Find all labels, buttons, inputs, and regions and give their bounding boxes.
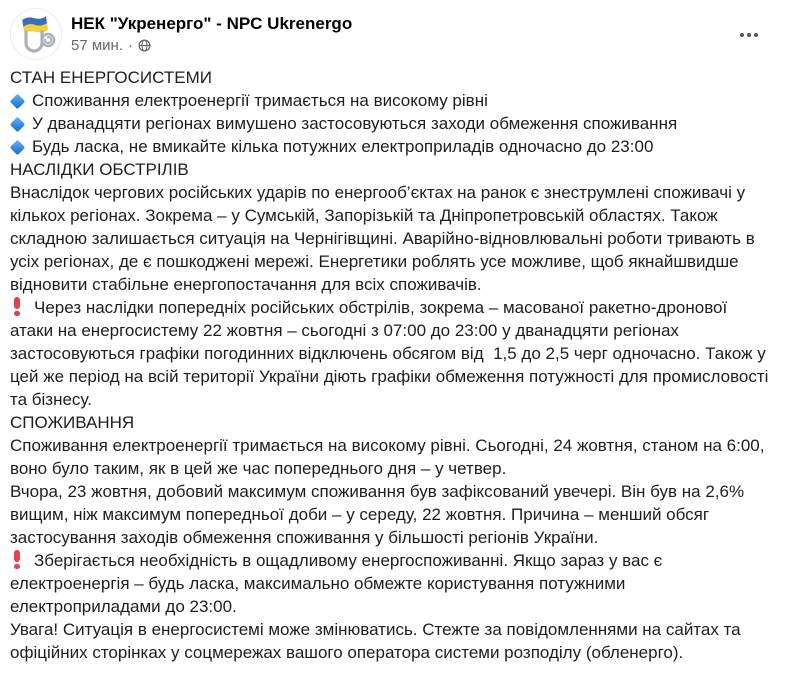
paragraph: Внаслідок чергових російських ударів по енергооб’єктах на ранок є знеструмлені споживачі у кількох регіонах. Зокрема – у Сумській, Запорізькій та Дніпропетровській областях. Також складною залишається ситуація на Чернігівщині. Аварійно-відновлювальні роботи тривають в усіх регіонах, де є пошкоджені мережі. Енергетики роблять усе можливе, щоб якнайшвидше відновити стабільне енергопостачання для всіх споживачів.	[10, 183, 755, 294]
section-heading-energy-state: СТАН ЕНЕРГОСИСТЕМИ	[10, 68, 212, 87]
red-exclamation-icon	[10, 297, 24, 316]
more-options-button[interactable]	[731, 22, 767, 48]
section-heading-consumption: СПОЖИВАННЯ	[10, 413, 135, 432]
bullet-text: У дванадцяти регіонах вимушено застосовуються заходи обмеження споживання	[32, 114, 678, 133]
header-meta	[71, 8, 352, 55]
page-name[interactable]: НЕК "Укренерго" - NPC Ukrenergo	[71, 14, 353, 33]
separator-dot: ·	[128, 37, 133, 54]
paragraph: Увага! Ситуація в енергосистемі може змінюватись. Стежте за повідомленнями на сайтах та офіційних сторінках у соцмережах вашого оператора системи розподілу (обленерго).	[10, 620, 741, 662]
blue-diamond-icon	[10, 94, 26, 110]
avatar[interactable]	[10, 8, 62, 60]
bullet-item	[10, 135, 775, 158]
timestamp[interactable]: 57 мин.	[71, 37, 123, 54]
blue-diamond-icon	[10, 117, 26, 133]
post-header	[0, 0, 785, 62]
three-dots-icon	[740, 33, 744, 37]
globe-icon	[138, 39, 151, 52]
alert-paragraph	[10, 296, 775, 411]
post-subline	[71, 36, 352, 55]
bullet-text: Споживання електроенергії тримається на високому рівні	[32, 91, 488, 110]
paragraph: Споживання електроенергії тримається на високому рівні. Сьогодні, 24 жовтня, станом на 6:00, воно було таким, як в цей же час попереднього дня – у четвер.	[10, 436, 765, 478]
post-content	[0, 62, 785, 664]
alert-text: Через наслідки попередніх російських обстрілів, зокрема – масованої ракетно-дронової атаки на енергосистему 22 жовтня – сьогодні з 07:00 до 23:00 у дванадцяти регіонах застосовуються графіки погодинних відключень обсягом від 1,5 до 2,5 черг одночасно. Також у цей же період на всій території України діють графіки обмеження потужності для промисловості та бізнесу.	[10, 298, 769, 409]
ukrenergo-logo-icon	[11, 9, 62, 60]
alert-text: Зберігається необхідність в ощадливому енергоспоживанні. Якщо зараз у вас є електроенергія – будь ласка, максимально обмежте користування потужними електроприладами до 23:00.	[10, 551, 663, 616]
paragraph: Вчора, 23 жовтня, добовий максимум споживання був зафіксований увечері. Він був на 2,6% вищим, ніж максимум попередньої доби – у середу, 22 жовтня. Причина – менший обсяг застосування заходів обмеження споживання у більшості регіонів України.	[10, 482, 745, 547]
alert-paragraph	[10, 549, 775, 618]
bullet-item	[10, 89, 775, 112]
section-heading-shelling-consequences: НАСЛІДКИ ОБСТРІЛІВ	[10, 160, 189, 179]
bullet-item	[10, 112, 775, 135]
blue-diamond-icon	[10, 140, 26, 156]
red-exclamation-icon	[10, 550, 24, 569]
bullet-text: Будь ласка, не вмикайте кілька потужних електроприладів одночасно до 23:00	[32, 137, 654, 156]
